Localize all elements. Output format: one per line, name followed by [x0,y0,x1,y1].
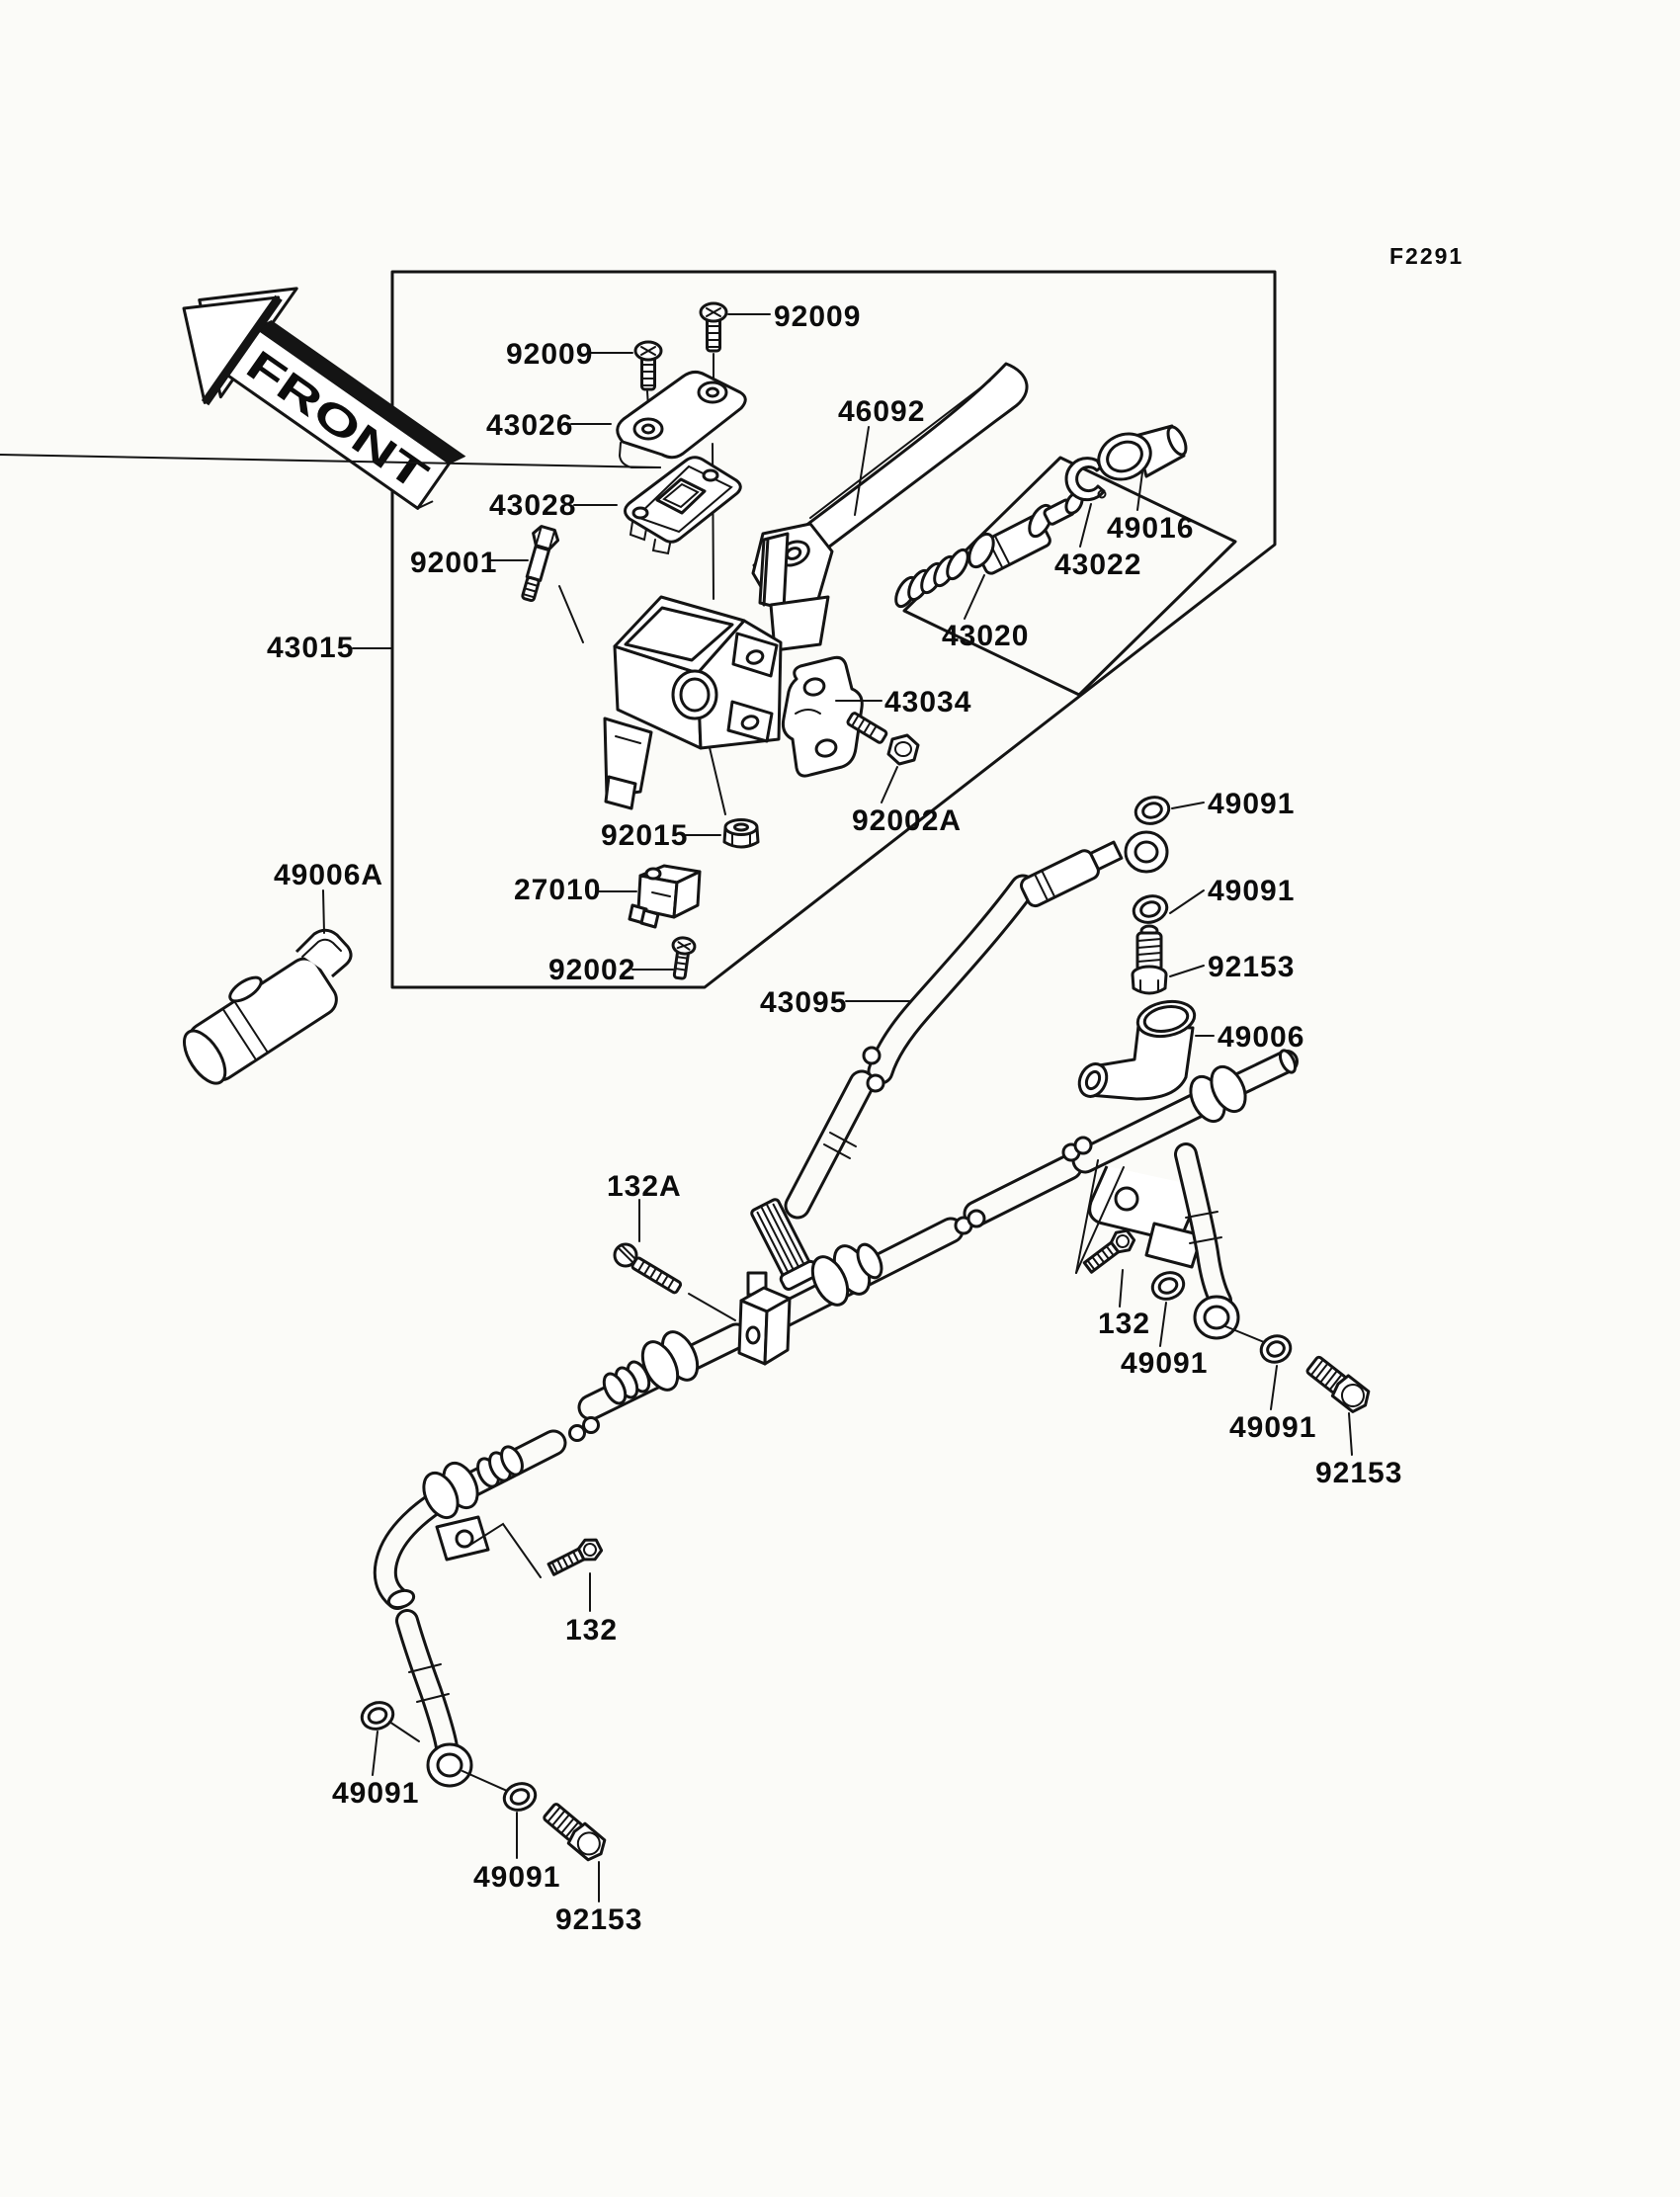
washer-49091-bottom1 [359,1698,397,1732]
bolt-132-right [1081,1226,1136,1276]
part-label-92015: 92015 [601,819,689,852]
part-label-92153-2: 92153 [1315,1457,1403,1489]
part-label-49006: 49006 [1218,1021,1305,1054]
part-label-49016: 49016 [1107,512,1195,545]
part-label-43015: 43015 [267,632,355,664]
part-label-43022: 43022 [1054,549,1142,581]
part-label-132-2: 132 [565,1614,619,1647]
part-label-49091-5: 49091 [332,1777,420,1810]
front-arrow [146,242,487,543]
junction-block [739,1288,790,1364]
part-label-49091-2: 49091 [1208,875,1296,907]
master-cylinder-body-43015 [605,597,781,808]
part-label-27010: 27010 [514,874,602,906]
screw-92009-right [701,303,726,351]
part-label-132A: 132A [607,1170,682,1203]
part-label-49091-6: 49091 [473,1861,561,1894]
pipe-grommet-left [600,1326,705,1406]
joint-49006 [1074,997,1198,1101]
banjo-bolt-92153-bottom [542,1801,610,1864]
bottom-hose [407,1621,471,1786]
bolt-92001 [515,525,560,603]
part-label-49091-3: 49091 [1121,1347,1209,1380]
part-label-49006A: 49006A [274,859,384,891]
bolt-92153-top [1133,926,1166,993]
part-label-92009-2: 92009 [774,300,862,333]
part-label-43028: 43028 [489,489,577,522]
part-label-43026: 43026 [486,409,574,442]
bolt-132-bottom [546,1536,604,1579]
washer-49091-right1 [1149,1268,1188,1303]
part-label-132-1: 132 [1098,1308,1151,1340]
screw-92009-left [635,342,661,389]
part-label-92002: 92002 [548,954,636,986]
part-label-43020: 43020 [942,620,1030,652]
part-label-92002A: 92002A [852,804,963,837]
part-label-46092: 46092 [838,395,926,428]
banjo-bolt-92153-right [1304,1354,1374,1415]
part-label-92009-1: 92009 [506,338,594,371]
washer-49091-right2 [1257,1332,1294,1367]
screw-132A [615,1244,682,1294]
washer-49091-top1 [1133,794,1172,827]
washer-49091-bottom2 [501,1779,540,1814]
pipe-grommet-right [1184,1049,1299,1128]
boot-49006A [169,930,351,1091]
part-label-92153-1: 92153 [1208,951,1296,983]
pipe-grommet-bottom [417,1444,527,1524]
nut-92015 [724,820,758,848]
part-label-43034: 43034 [884,686,972,718]
screw-92002 [669,937,696,980]
part-label-43095: 43095 [760,986,848,1019]
fiche-code: F2291 [1389,243,1465,269]
part-label-49091-4: 49091 [1229,1411,1317,1444]
front-arrow-text: FRONT [237,340,382,462]
brake-switch-27010 [630,866,700,927]
diaphragm-43028 [626,458,741,553]
part-label-49091-1: 49091 [1208,788,1296,820]
part-label-92153-3: 92153 [555,1903,643,1936]
bottom-pipe-curve [385,1443,553,1611]
washer-49091-top2 [1131,892,1170,926]
part-label-92001: 92001 [410,547,498,579]
